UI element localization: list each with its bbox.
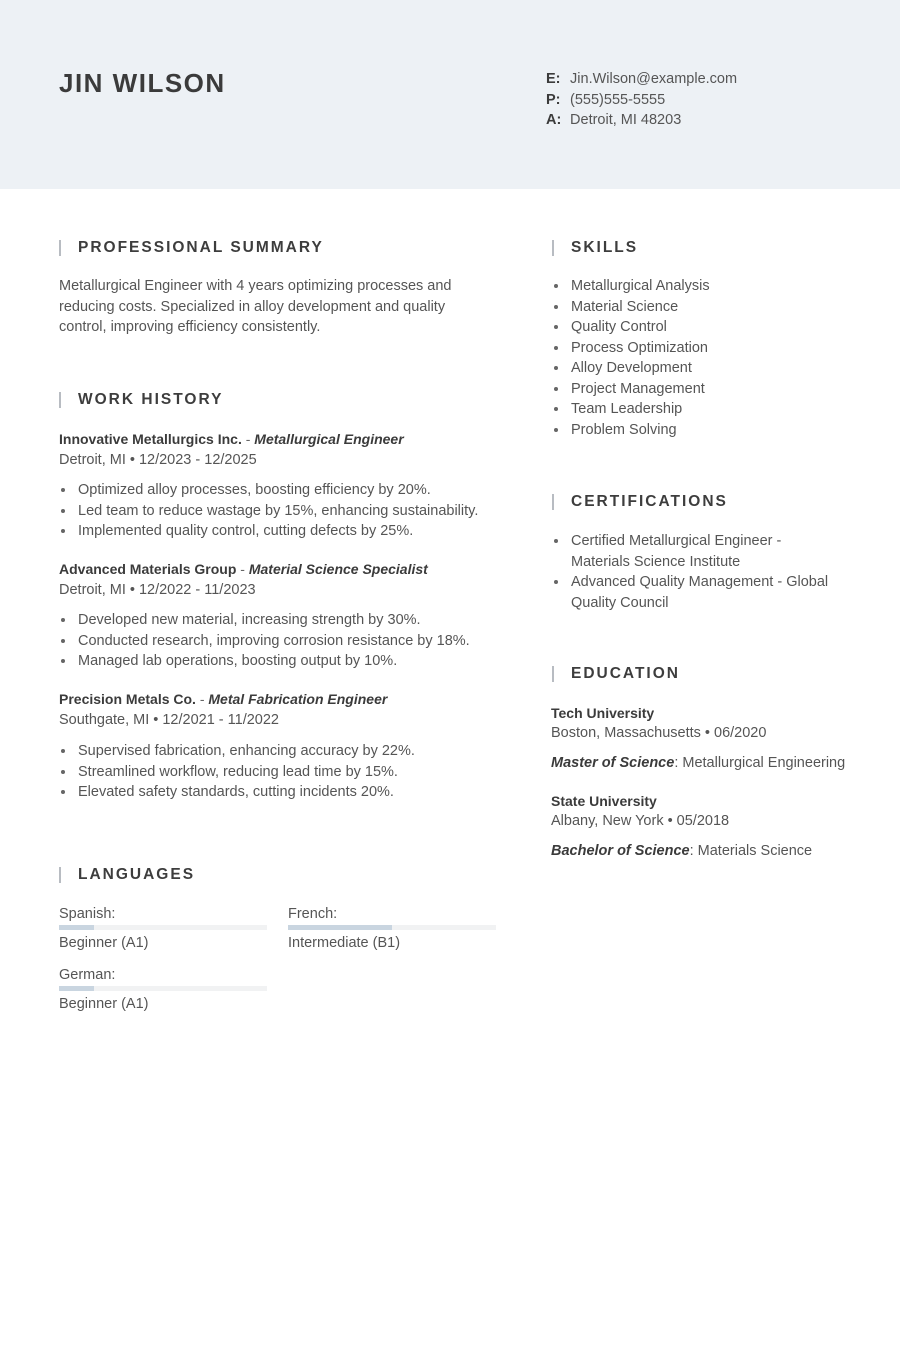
job-bullet: Streamlined workflow, reducing lead time by 15%. bbox=[59, 762, 519, 783]
job-meta bbox=[59, 450, 257, 470]
job-heading bbox=[59, 559, 428, 579]
certifications-title: CERTIFICATIONS bbox=[552, 493, 728, 511]
education-degree bbox=[551, 753, 845, 773]
skill-item: Material Science bbox=[552, 297, 852, 318]
education-school: Tech University bbox=[551, 705, 655, 721]
job-bullets bbox=[59, 480, 519, 542]
job-separator: - bbox=[195, 691, 209, 707]
education-meta bbox=[551, 723, 766, 743]
job-bullets bbox=[59, 741, 519, 803]
job-bullet: Elevated safety standards, cutting incidents 20%. bbox=[59, 782, 519, 803]
education-school: State University bbox=[551, 793, 657, 809]
education-degree-name: Master of Science bbox=[551, 755, 675, 771]
language-name: German: bbox=[59, 967, 116, 983]
job-role: Metallurgical Engineer bbox=[254, 431, 404, 447]
language-level: Intermediate (B1) bbox=[288, 935, 401, 951]
education-degree bbox=[551, 841, 812, 861]
language-proficiency-bar bbox=[59, 925, 267, 930]
education-date: 06/2020 bbox=[714, 725, 767, 741]
bullet-separator: • bbox=[153, 712, 159, 728]
bullet-separator: • bbox=[129, 582, 135, 598]
job-dates: 12/2022 - 11/2023 bbox=[138, 582, 256, 598]
language-name: French: bbox=[288, 906, 338, 922]
contact-phone-key: P: bbox=[546, 91, 561, 108]
education-location: Boston, Massachusetts bbox=[551, 725, 701, 741]
job-bullet: Implemented quality control, cutting defects by 25%. bbox=[59, 521, 519, 542]
education-degree-name: Bachelor of Science bbox=[551, 843, 690, 859]
certification-line: Certified Metallurgical Engineer - bbox=[571, 533, 782, 549]
candidate-name: JIN WILSON bbox=[59, 68, 226, 98]
language-proficiency-bar bbox=[288, 925, 496, 930]
job-heading bbox=[59, 429, 404, 449]
language-proficiency-fill bbox=[59, 986, 94, 991]
summary-text bbox=[59, 276, 499, 338]
language-proficiency-bar bbox=[59, 986, 267, 991]
job-company: Precision Metals Co. bbox=[59, 691, 196, 707]
job-bullet: Optimized alloy processes, boosting efficiency by 20%. bbox=[59, 480, 519, 501]
skill-item: Project Management bbox=[552, 379, 852, 400]
education-meta bbox=[551, 811, 729, 831]
contact-email-value: Jin.Wilson@example.com bbox=[570, 71, 738, 87]
language-level: Beginner (A1) bbox=[59, 996, 149, 1012]
job-location: Southgate, MI bbox=[59, 712, 150, 728]
bullet-separator: • bbox=[704, 725, 710, 741]
contact-address-key: A: bbox=[546, 112, 562, 128]
certification-line: Advanced Quality Management - Global bbox=[571, 574, 829, 590]
job-dates: 12/2021 - 11/2022 bbox=[162, 712, 279, 728]
skill-item: Process Optimization bbox=[552, 338, 852, 359]
job-bullet: Led team to reduce wastage by 15%, enhancing sustainability. bbox=[59, 501, 519, 522]
job-bullet: Conducted research, improving corrosion resistance by 18%. bbox=[59, 631, 519, 652]
language-proficiency-fill bbox=[59, 925, 94, 930]
certification-item bbox=[552, 572, 872, 613]
contact-address-value: Detroit, MI 48203 bbox=[570, 112, 682, 128]
languages-title: LANGUAGES bbox=[59, 866, 195, 884]
contact-address bbox=[546, 110, 737, 131]
summary-line: Metallurgical Engineer with 4 years optimizing processes and bbox=[59, 278, 452, 294]
certifications-list bbox=[552, 531, 872, 613]
job-location: Detroit, MI bbox=[59, 582, 126, 598]
bullet-separator: • bbox=[667, 813, 673, 829]
language-name: Spanish: bbox=[59, 906, 116, 922]
contact-phone bbox=[546, 90, 737, 111]
job-meta bbox=[59, 580, 256, 600]
work-history-title: WORK HISTORY bbox=[59, 391, 223, 409]
job-meta bbox=[59, 710, 279, 730]
skills-title: SKILLS bbox=[552, 239, 638, 257]
summary-line: control, improving efficiency consistently. bbox=[59, 319, 321, 335]
certification-line: Quality Council bbox=[571, 594, 669, 611]
job-bullet: Managed lab operations, boosting output by 10%. bbox=[59, 651, 519, 672]
certification-item bbox=[552, 531, 872, 572]
education-title: EDUCATION bbox=[552, 665, 680, 683]
language-item bbox=[288, 905, 496, 953]
job-bullets bbox=[59, 610, 519, 672]
language-proficiency-fill bbox=[288, 925, 392, 930]
education-location: Albany, New York bbox=[551, 813, 664, 829]
job-separator: - bbox=[241, 431, 255, 447]
skill-item: Quality Control bbox=[552, 317, 852, 338]
language-item bbox=[59, 905, 267, 953]
resume-header bbox=[0, 0, 900, 189]
contact-email-key: E: bbox=[546, 71, 561, 87]
education-field: : Materials Science bbox=[689, 843, 813, 859]
skill-item: Problem Solving bbox=[552, 420, 852, 441]
certification-line: Materials Science Institute bbox=[571, 553, 741, 570]
skill-item: Alloy Development bbox=[552, 358, 852, 379]
skills-list bbox=[552, 276, 852, 440]
summary-line: reducing costs. Specialized in alloy development and quality bbox=[59, 298, 446, 315]
job-bullet: Supervised fabrication, enhancing accuracy by 22%. bbox=[59, 741, 519, 762]
job-bullet: Developed new material, increasing strength by 30%. bbox=[59, 610, 519, 631]
job-heading bbox=[59, 689, 387, 709]
job-separator: - bbox=[236, 561, 249, 577]
skill-item: Metallurgical Analysis bbox=[552, 276, 852, 297]
job-location: Detroit, MI bbox=[59, 452, 126, 468]
contact-info bbox=[546, 69, 737, 131]
bullet-separator: • bbox=[129, 452, 135, 468]
language-level: Beginner (A1) bbox=[59, 935, 149, 951]
skill-item: Team Leadership bbox=[552, 399, 852, 420]
education-date: 05/2018 bbox=[676, 813, 730, 829]
language-item bbox=[59, 966, 267, 1014]
job-role: Metal Fabrication Engineer bbox=[208, 691, 388, 707]
job-company: Innovative Metallurgics Inc. bbox=[59, 431, 242, 447]
job-dates: 12/2023 - 12/2025 bbox=[138, 452, 257, 468]
summary-title: PROFESSIONAL SUMMARY bbox=[59, 239, 324, 257]
education-field: : Metallurgical Engineering bbox=[674, 755, 846, 771]
contact-phone-value: (555)555-5555 bbox=[570, 91, 666, 108]
job-company: Advanced Materials Group bbox=[59, 561, 237, 577]
job-role: Material Science Specialist bbox=[248, 561, 428, 577]
contact-email bbox=[546, 69, 737, 90]
